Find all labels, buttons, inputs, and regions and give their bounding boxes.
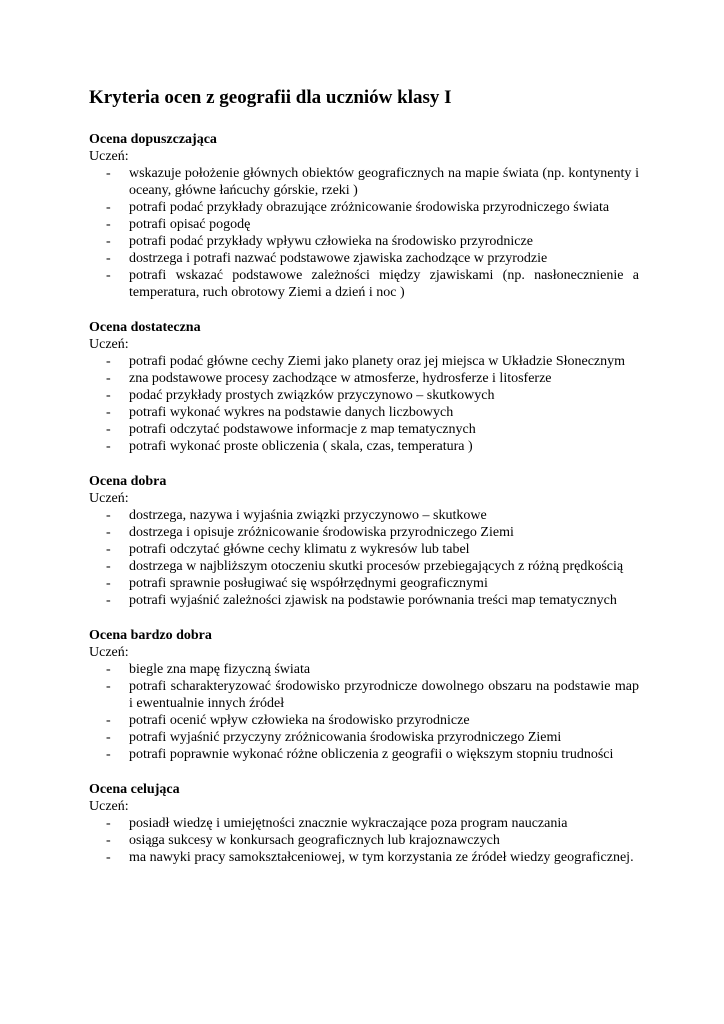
criteria-item-text: potrafi ocenić wpływ człowieka na środowisko przyrodnicze <box>129 713 470 728</box>
criteria-item <box>89 712 639 729</box>
list-dash-marker: - <box>106 268 111 283</box>
criteria-item-text: podać przykłady prostych związków przyczynowo – skutkowych <box>129 388 495 403</box>
criteria-item <box>89 199 639 216</box>
criteria-list <box>89 165 639 301</box>
criteria-item <box>89 233 639 250</box>
criteria-item <box>89 729 639 746</box>
criteria-item <box>89 438 639 455</box>
list-dash-marker: - <box>106 354 111 369</box>
criteria-item <box>89 592 639 609</box>
criteria-list <box>89 661 639 763</box>
criteria-item-text: dostrzega w najbliższym otoczeniu skutki procesów przebiegających z różną prędkością <box>129 559 624 574</box>
criteria-item-text: potrafi poprawnie wykonać różne obliczenia z geografii o większym stopniu trudności <box>129 747 614 762</box>
section-intro: Uczeń: <box>89 799 129 814</box>
grade-section <box>89 131 639 301</box>
grade-section <box>89 473 639 609</box>
criteria-item-text: zna podstawowe procesy zachodzące w atmosferze, hydrosferze i litosferze <box>129 371 552 386</box>
list-dash-marker: - <box>106 833 111 848</box>
criteria-item <box>89 541 639 558</box>
criteria-item-text: potrafi podać przykłady obrazujące zróżnicowanie środowiska przyrodniczego świata <box>129 200 610 215</box>
list-dash-marker: - <box>106 166 111 181</box>
criteria-item <box>89 678 639 712</box>
list-dash-marker: - <box>106 422 111 437</box>
criteria-item <box>89 216 639 233</box>
criteria-item-text: potrafi scharakteryzować środowisko przyrodnicze dowolnego obszaru na podstawie map i ewentualnie innych źródeł <box>129 679 639 711</box>
list-dash-marker: - <box>106 662 111 677</box>
criteria-item-text: potrafi wskazać podstawowe zależności między zjawiskami (np. nasłonecznienie a temperatura, ruch obrotowy Ziemi a dzień i noc ) <box>129 268 639 300</box>
criteria-item <box>89 387 639 404</box>
section-heading: Ocena dostateczna <box>89 320 201 335</box>
section-heading: Ocena celująca <box>89 782 180 797</box>
list-dash-marker: - <box>106 747 111 762</box>
list-dash-marker: - <box>106 679 111 694</box>
grade-section <box>89 319 639 455</box>
criteria-item-text: potrafi wyjaśnić przyczyny zróżnicowania środowiska przyrodniczego Ziemi <box>129 730 562 745</box>
criteria-item-text: potrafi wyjaśnić zależności zjawisk na podstawie porównania treści map tematycznych <box>129 593 617 608</box>
list-dash-marker: - <box>106 388 111 403</box>
criteria-item <box>89 421 639 438</box>
criteria-item-text: biegle zna mapę fizyczną świata <box>129 662 311 677</box>
section-intro: Uczeń: <box>89 645 129 660</box>
criteria-item-text: potrafi podać przykłady wpływu człowieka na środowisko przyrodnicze <box>129 234 533 249</box>
criteria-item-text: posiadł wiedzę i umiejętności znacznie wykraczające poza program nauczania <box>129 816 568 831</box>
section-intro: Uczeń: <box>89 491 129 506</box>
list-dash-marker: - <box>106 730 111 745</box>
grade-section <box>89 627 639 763</box>
criteria-item <box>89 524 639 541</box>
document-title: Kryteria ocen z geografii dla uczniów klasy I <box>89 87 452 108</box>
criteria-item-text: dostrzega i opisuje zróżnicowanie środowiska przyrodniczego Ziemi <box>129 525 514 540</box>
list-dash-marker: - <box>106 559 111 574</box>
criteria-item-text: potrafi opisać pogodę <box>129 217 251 232</box>
criteria-item-text: potrafi sprawnie posługiwać się współrzędnymi geograficznymi <box>129 576 488 591</box>
list-dash-marker: - <box>106 439 111 454</box>
criteria-item-text: potrafi wykonać wykres na podstawie danych liczbowych <box>129 405 454 420</box>
list-dash-marker: - <box>106 593 111 608</box>
criteria-item-text: potrafi wykonać proste obliczenia ( skala, czas, temperatura ) <box>129 439 473 454</box>
criteria-item <box>89 370 639 387</box>
list-dash-marker: - <box>106 576 111 591</box>
criteria-item-text: wskazuje położenie głównych obiektów geograficznych na mapie świata (np. kontynenty i oceany, główne łańcuchy górskie, rzeki ) <box>129 166 639 198</box>
list-dash-marker: - <box>106 525 111 540</box>
criteria-item-text: dostrzega, nazywa i wyjaśnia związki przyczynowo – skutkowe <box>129 508 487 523</box>
section-intro: Uczeń: <box>89 149 129 164</box>
section-heading: Ocena dopuszczająca <box>89 132 217 147</box>
criteria-item-text: ma nawyki pracy samokształceniowej, w tym korzystania ze źródeł wiedzy geograficznej. <box>129 850 634 865</box>
list-dash-marker: - <box>106 234 111 249</box>
list-dash-marker: - <box>106 371 111 386</box>
document-page <box>89 86 639 884</box>
criteria-item-text: potrafi odczytać główne cechy klimatu z wykresów lub tabel <box>129 542 470 557</box>
list-dash-marker: - <box>106 542 111 557</box>
grade-section <box>89 781 639 866</box>
section-heading: Ocena bardzo dobra <box>89 628 212 643</box>
list-dash-marker: - <box>106 251 111 266</box>
criteria-item <box>89 815 639 832</box>
criteria-item <box>89 353 639 370</box>
sections-container <box>89 131 639 866</box>
criteria-item <box>89 849 639 866</box>
criteria-item-text: potrafi odczytać podstawowe informacje z map tematycznych <box>129 422 476 437</box>
criteria-item <box>89 832 639 849</box>
list-dash-marker: - <box>106 200 111 215</box>
criteria-item <box>89 404 639 421</box>
criteria-item-text: osiąga sukcesy w konkursach geograficznych lub krajoznawczych <box>129 833 500 848</box>
criteria-item <box>89 558 639 575</box>
list-dash-marker: - <box>106 508 111 523</box>
section-intro: Uczeń: <box>89 337 129 352</box>
criteria-item-text: dostrzega i potrafi nazwać podstawowe zjawiska zachodzące w przyrodzie <box>129 251 548 266</box>
criteria-item <box>89 507 639 524</box>
criteria-list <box>89 507 639 609</box>
criteria-list <box>89 353 639 455</box>
section-heading: Ocena dobra <box>89 474 167 489</box>
list-dash-marker: - <box>106 713 111 728</box>
criteria-list <box>89 815 639 866</box>
criteria-item <box>89 165 639 199</box>
list-dash-marker: - <box>106 405 111 420</box>
criteria-item-text: potrafi podać główne cechy Ziemi jako planety oraz jej miejsca w Układzie Słonecznym <box>129 354 626 369</box>
list-dash-marker: - <box>106 850 111 865</box>
criteria-item <box>89 661 639 678</box>
criteria-item <box>89 746 639 763</box>
criteria-item <box>89 575 639 592</box>
criteria-item <box>89 267 639 301</box>
list-dash-marker: - <box>106 217 111 232</box>
criteria-item <box>89 250 639 267</box>
list-dash-marker: - <box>106 816 111 831</box>
